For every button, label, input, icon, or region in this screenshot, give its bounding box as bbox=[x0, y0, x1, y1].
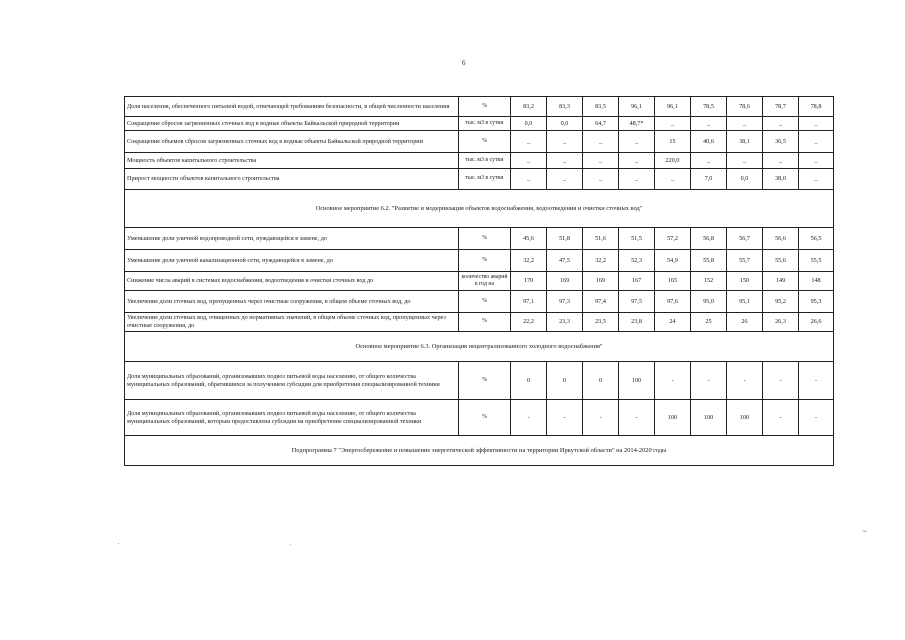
indicator-value: _ bbox=[583, 131, 619, 153]
table-row bbox=[125, 250, 834, 272]
indicator-value: 25 bbox=[691, 313, 727, 332]
indicator-value: 97,5 bbox=[619, 291, 655, 313]
indicator-value: 56,7 bbox=[727, 228, 763, 250]
indicator-value: 32,2 bbox=[583, 250, 619, 272]
indicator-name: Сокращение сбросов загрязненных сточных вод в водные объекты Байкальской природной территории bbox=[125, 117, 459, 131]
indicator-value: 0 bbox=[583, 362, 619, 400]
indicator-value: - bbox=[799, 400, 834, 436]
indicator-value: 220,0 bbox=[655, 153, 691, 169]
indicator-value: 45,6 bbox=[511, 228, 547, 250]
indicator-value: 0,0 bbox=[547, 117, 583, 131]
indicator-value: 152 bbox=[691, 272, 727, 291]
indicator-value: 48,7* bbox=[619, 117, 655, 131]
indicator-value: - bbox=[655, 362, 691, 400]
indicator-value: 55,8 bbox=[691, 250, 727, 272]
indicator-value: 95,2 bbox=[763, 291, 799, 313]
indicator-value: 51,5 bbox=[619, 228, 655, 250]
indicator-unit: % bbox=[459, 131, 511, 153]
indicator-value: _ bbox=[799, 131, 834, 153]
indicator-value: _ bbox=[727, 117, 763, 131]
indicator-unit: количество аварий в год на bbox=[459, 272, 511, 291]
indicator-value: _ bbox=[655, 117, 691, 131]
indicator-value: - bbox=[799, 362, 834, 400]
indicator-value: 36,5 bbox=[763, 131, 799, 153]
indicator-value: - bbox=[547, 400, 583, 436]
indicator-value: 78,6 bbox=[727, 97, 763, 117]
table-row bbox=[125, 400, 834, 436]
indicator-name: Доля населения, обеспеченного питьевой водой, отвечающей требованиям безопасности, в общей численности населения bbox=[125, 97, 459, 117]
indicator-value: 54,9 bbox=[655, 250, 691, 272]
section-title: Основное мероприятие 6.3. Организация нецентрализованного холодного водоснабжения" bbox=[125, 332, 834, 362]
indicator-value: 169 bbox=[547, 272, 583, 291]
indicator-value: 22,2 bbox=[511, 313, 547, 332]
indicator-value: - bbox=[583, 400, 619, 436]
indicator-value: 96,1 bbox=[655, 97, 691, 117]
indicator-unit: % bbox=[459, 97, 511, 117]
page-number: 6 bbox=[462, 59, 466, 67]
indicator-value: 0,0 bbox=[511, 117, 547, 131]
table-row bbox=[125, 131, 834, 153]
indicator-value: 15 bbox=[655, 131, 691, 153]
indicator-value: - bbox=[763, 362, 799, 400]
indicator-value: 95,0 bbox=[691, 291, 727, 313]
indicator-value: 100 bbox=[619, 362, 655, 400]
indicator-value: 83,5 bbox=[583, 97, 619, 117]
indicator-value: 0 bbox=[511, 362, 547, 400]
indicator-value: 0,0 bbox=[727, 169, 763, 190]
indicator-value: - bbox=[763, 400, 799, 436]
indicator-name: Доля муниципальных образований, организовавших подвоз питьевой воды населению, от общего количества муниципальных образований, которым предоставлена субсидия на приобретение специализированной техники bbox=[125, 400, 459, 436]
indicator-name: Мощность объектов капитального строительства bbox=[125, 153, 459, 169]
indicator-unit: % bbox=[459, 250, 511, 272]
indicator-value: 55,6 bbox=[763, 250, 799, 272]
indicator-unit: тыс. м3 в сутки bbox=[459, 117, 511, 131]
indicator-value: _ bbox=[799, 117, 834, 131]
indicator-value: - bbox=[619, 400, 655, 436]
scan-artifact: ∼ bbox=[862, 529, 868, 535]
indicator-value: _ bbox=[691, 153, 727, 169]
indicators-table bbox=[124, 96, 834, 466]
indicator-value: 97,6 bbox=[655, 291, 691, 313]
table-row bbox=[125, 291, 834, 313]
indicator-value: _ bbox=[547, 169, 583, 190]
table-row bbox=[125, 362, 834, 400]
indicator-unit: тыс. м3 в сутки bbox=[459, 169, 511, 190]
indicator-value: 169 bbox=[583, 272, 619, 291]
indicator-value: 78,7 bbox=[763, 97, 799, 117]
indicator-value: 23,3 bbox=[547, 313, 583, 332]
indicator-value: 100 bbox=[727, 400, 763, 436]
indicator-value: _ bbox=[655, 169, 691, 190]
indicator-value: 96,1 bbox=[619, 97, 655, 117]
indicator-value: 56,5 bbox=[799, 228, 834, 250]
scan-artifact: . bbox=[290, 541, 292, 547]
table-row bbox=[125, 97, 834, 117]
indicator-value: _ bbox=[511, 153, 547, 169]
indicator-value: 100 bbox=[655, 400, 691, 436]
indicator-name: Прирост мощности объектов капитального строительства bbox=[125, 169, 459, 190]
indicator-value: - bbox=[511, 400, 547, 436]
indicator-name: Сокращение объемов сбросов загрязненных сточных вод в водные объекты Байкальской природной территории bbox=[125, 131, 459, 153]
indicator-value: 78,5 bbox=[691, 97, 727, 117]
indicator-value: 23,5 bbox=[583, 313, 619, 332]
indicator-value: _ bbox=[799, 153, 834, 169]
indicator-name: Доля муниципальных образований, организовавших подвоз питьевой воды населению, от общего количества муниципальных образований, обратившихся за получением субсидии для приобретения специализированной техники bbox=[125, 362, 459, 400]
indicator-value: _ bbox=[619, 169, 655, 190]
scan-artifact: ' bbox=[118, 543, 120, 549]
section-row bbox=[125, 190, 834, 228]
indicator-value: _ bbox=[619, 131, 655, 153]
indicator-value: _ bbox=[511, 131, 547, 153]
indicator-value: 150 bbox=[727, 272, 763, 291]
indicator-value: 97,4 bbox=[583, 291, 619, 313]
indicator-value: 38,1 bbox=[727, 131, 763, 153]
section-title: Подпрограмма 7 "Энергосбережение и повышение энергетической эффективности на территории Иркутской области" на 2014-2020 годы bbox=[125, 436, 834, 466]
section-row bbox=[125, 436, 834, 466]
indicator-value: _ bbox=[583, 153, 619, 169]
indicator-value: 51,8 bbox=[547, 228, 583, 250]
table-row bbox=[125, 228, 834, 250]
indicator-value: _ bbox=[583, 169, 619, 190]
indicator-value: _ bbox=[763, 153, 799, 169]
indicator-value: 52,3 bbox=[619, 250, 655, 272]
indicator-value: 100 bbox=[691, 400, 727, 436]
table-row bbox=[125, 313, 834, 332]
indicator-unit: % bbox=[459, 400, 511, 436]
indicator-value: - bbox=[691, 362, 727, 400]
indicator-value: _ bbox=[511, 169, 547, 190]
indicator-value: 97,1 bbox=[511, 291, 547, 313]
indicator-value: 40,6 bbox=[691, 131, 727, 153]
indicator-value: 56,6 bbox=[763, 228, 799, 250]
indicator-value: 47,5 bbox=[547, 250, 583, 272]
indicator-value: 95,1 bbox=[727, 291, 763, 313]
indicator-value: 167 bbox=[619, 272, 655, 291]
indicator-value: 165 bbox=[655, 272, 691, 291]
indicator-value: 38,0 bbox=[763, 169, 799, 190]
indicator-value: _ bbox=[619, 153, 655, 169]
indicator-unit: % bbox=[459, 313, 511, 332]
table-row bbox=[125, 272, 834, 291]
indicator-value: 83,2 bbox=[511, 97, 547, 117]
indicator-value: 57,2 bbox=[655, 228, 691, 250]
indicator-value: _ bbox=[691, 117, 727, 131]
indicator-unit: % bbox=[459, 362, 511, 400]
indicator-name: Уменьшение доли уличной водопроводной сети, нуждающейся в замене, до bbox=[125, 228, 459, 250]
indicator-value: 170 bbox=[511, 272, 547, 291]
indicator-unit: % bbox=[459, 228, 511, 250]
indicator-value: 148 bbox=[799, 272, 834, 291]
indicator-value: 26 bbox=[727, 313, 763, 332]
indicator-value: _ bbox=[547, 131, 583, 153]
section-row bbox=[125, 332, 834, 362]
table-row bbox=[125, 169, 834, 190]
indicator-name: Снижение числа аварий в системах водоснабжения, водоотведения и очистки сточных вод до bbox=[125, 272, 459, 291]
indicator-value: _ bbox=[547, 153, 583, 169]
indicator-unit: тыс. м3 в сутки bbox=[459, 153, 511, 169]
indicator-value: 55,5 bbox=[799, 250, 834, 272]
indicator-name: Увеличение доли сточных вод, пропущенных через очистные сооружения, в общем объеме сточных вод, до bbox=[125, 291, 459, 313]
indicator-value: _ bbox=[763, 117, 799, 131]
indicator-value: 97,3 bbox=[547, 291, 583, 313]
indicator-value: 32,2 bbox=[511, 250, 547, 272]
indicator-unit: % bbox=[459, 291, 511, 313]
indicator-value: 24 bbox=[655, 313, 691, 332]
indicator-name: Уменьшение доли уличной канализационной сети, нуждающейся в замене, до bbox=[125, 250, 459, 272]
indicator-value: - bbox=[727, 362, 763, 400]
indicator-value: 56,8 bbox=[691, 228, 727, 250]
indicator-value: 7,0 bbox=[691, 169, 727, 190]
indicator-value: 55,7 bbox=[727, 250, 763, 272]
indicator-value: 0 bbox=[547, 362, 583, 400]
indicator-value: _ bbox=[727, 153, 763, 169]
indicator-value: 26,3 bbox=[763, 313, 799, 332]
indicator-value: _ bbox=[799, 169, 834, 190]
indicator-value: 26,6 bbox=[799, 313, 834, 332]
indicator-value: 78,8 bbox=[799, 97, 834, 117]
indicator-value: 23,8 bbox=[619, 313, 655, 332]
indicator-value: 51,6 bbox=[583, 228, 619, 250]
table-row bbox=[125, 117, 834, 131]
section-title: Основное мероприятие 6.2. "Развитие и модернизация объектов водоснабжения, водоотведения и очистки сточных вод" bbox=[125, 190, 834, 228]
indicator-name: Увеличение доли сточных вод, очищенных до нормативных значений, в общем объеме сточных вод, пропущенных через очистные сооружения, до bbox=[125, 313, 459, 332]
table-row bbox=[125, 153, 834, 169]
indicator-value: 64,7 bbox=[583, 117, 619, 131]
indicator-value: 149 bbox=[763, 272, 799, 291]
indicator-value: 83,3 bbox=[547, 97, 583, 117]
indicator-value: 95,3 bbox=[799, 291, 834, 313]
